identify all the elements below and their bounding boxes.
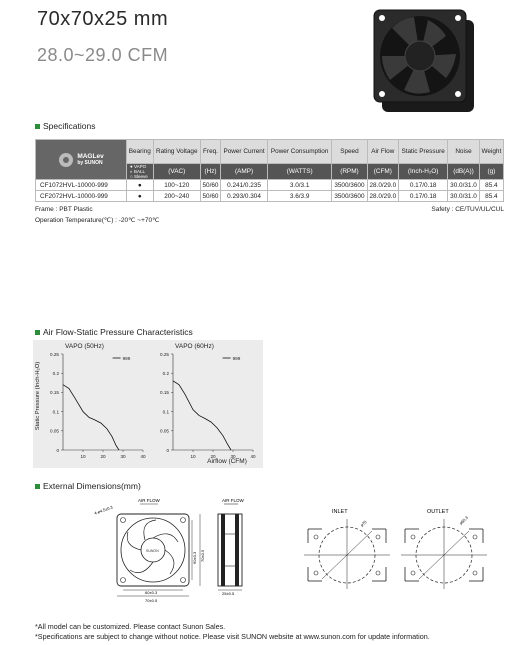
unit-freq: (Hz) bbox=[200, 164, 220, 180]
x-tick-label: 10 bbox=[80, 454, 86, 459]
dim-70: 70±0.5 bbox=[145, 598, 158, 603]
front-view-drawing bbox=[93, 494, 265, 606]
y-tick-label: 0.05 bbox=[160, 428, 169, 434]
cell-airflow: 28.0/29.0 bbox=[367, 191, 398, 202]
unit-speed: (RPM) bbox=[332, 164, 367, 180]
safety-certifications: Safety : CE/TUV/UL/CUL bbox=[431, 206, 504, 213]
x-tick-label: 20 bbox=[100, 454, 106, 459]
y-tick-label: 0.2 bbox=[162, 371, 169, 376]
frame-material: Frame : PBT Plastic bbox=[35, 206, 93, 213]
footer-line1: *All model can be customized. Please contact Sunon Sales. bbox=[35, 622, 226, 631]
col-speed: Speed bbox=[332, 140, 367, 164]
y-tick-label: 0.25 bbox=[160, 351, 169, 357]
outlet-mounting-drawing bbox=[395, 505, 490, 590]
x-tick-label: 10 bbox=[190, 454, 196, 459]
inlet-label: INLET bbox=[332, 509, 348, 515]
col-voltage: Rating Voltage bbox=[153, 140, 200, 164]
col-freq: Freq. bbox=[200, 140, 220, 164]
col-power: Power Consumption bbox=[268, 140, 332, 164]
y-tick-label: 0.15 bbox=[50, 390, 59, 396]
inlet-diameter: ø75 bbox=[359, 519, 368, 528]
y-tick-label: 0 bbox=[56, 447, 59, 453]
cell-current: 0.293/0.304 bbox=[221, 191, 268, 202]
maglev-logo-icon bbox=[58, 152, 74, 168]
cell-current: 0.241/0.235 bbox=[221, 180, 268, 191]
footer-note bbox=[35, 622, 430, 642]
col-bearing: Bearing bbox=[127, 140, 154, 164]
cell-pressure: 0.17/0.18 bbox=[399, 191, 448, 202]
cell-bearing: ● bbox=[127, 180, 154, 191]
cell-speed: 3500/3600 bbox=[332, 180, 367, 191]
cell-bearing: ● bbox=[127, 191, 154, 202]
dim-v60: 60±0.3 bbox=[192, 551, 197, 564]
section-marker-icon bbox=[35, 484, 40, 489]
spec-table bbox=[35, 139, 504, 202]
col-airflow: Air Flow bbox=[367, 140, 398, 164]
fan-product-image bbox=[368, 6, 484, 116]
svg-text:SUNON: SUNON bbox=[146, 549, 159, 553]
section-marker-icon bbox=[35, 330, 40, 335]
dim-60: 60±0.3 bbox=[145, 590, 158, 595]
legend-label: 999 bbox=[232, 355, 241, 361]
y-axis-label: Static Pressure (Inch-H₂O) bbox=[35, 361, 41, 431]
footer-line2: *Specifications are subject to change without notice. Please visit SUNON website at www.sunon.com for update information. bbox=[35, 632, 430, 641]
cell-power: 3.6/3.9 bbox=[268, 191, 332, 202]
legend-label: 999 bbox=[122, 355, 131, 361]
unit-power: (WATTS) bbox=[268, 164, 332, 180]
y-tick-label: 0.25 bbox=[50, 351, 59, 357]
inlet-mounting-drawing bbox=[300, 505, 390, 590]
bearing-legend: ● VAPO ◐ BALL ○ Sleeve bbox=[127, 164, 154, 180]
unit-pressure: (Inch-H₂O) bbox=[399, 164, 448, 180]
operation-temperature: Operation Temperature(℃) : -20℃ ~+70℃ bbox=[35, 217, 160, 224]
cell-model: CF2072HVL-10000-999 bbox=[36, 191, 127, 202]
logo-line1: MAGLev bbox=[77, 152, 104, 160]
cell-freq: 50/60 bbox=[200, 191, 220, 202]
cell-weight: 85.4 bbox=[479, 180, 503, 191]
x-tick-label: 30 bbox=[120, 454, 126, 459]
unit-airflow: (CFM) bbox=[367, 164, 398, 180]
y-tick-label: 0.1 bbox=[52, 409, 59, 415]
unit-current: (AMP) bbox=[221, 164, 268, 180]
y-tick-label: 0.05 bbox=[50, 428, 59, 434]
dim-v70: 70±0.5 bbox=[200, 549, 205, 562]
outlet-diameter: ø65.3 bbox=[458, 514, 469, 526]
side-air-flow-label: AIR FLOW bbox=[222, 498, 244, 503]
cell-airflow: 28.0/29.0 bbox=[367, 180, 398, 191]
cell-power: 3.0/3.1 bbox=[268, 180, 332, 191]
cell-speed: 3500/3600 bbox=[332, 191, 367, 202]
col-current: Power Current bbox=[221, 140, 268, 164]
x-tick-label: 20 bbox=[210, 454, 216, 459]
x-tick-label: 40 bbox=[140, 454, 146, 459]
cell-pressure: 0.17/0.18 bbox=[399, 180, 448, 191]
mount-hole-label: 4-ø4.5±0.3 bbox=[93, 504, 114, 516]
cell-voltage: 100~120 bbox=[153, 180, 200, 191]
dim-side: 25±0.5 bbox=[222, 591, 235, 596]
page-subtitle: 28.0~29.0 CFM bbox=[37, 45, 169, 65]
col-pressure: Static Pressure bbox=[399, 140, 448, 164]
unit-weight: (g) bbox=[479, 164, 503, 180]
cell-noise: 30.0/31.0 bbox=[448, 180, 479, 191]
cell-noise: 30.0/31.0 bbox=[448, 191, 479, 202]
section-marker-icon bbox=[35, 124, 40, 129]
unit-voltage: (VAC) bbox=[153, 164, 200, 180]
cell-model: CF1072HVL-10000-999 bbox=[36, 180, 127, 191]
outlet-label: OUTLET bbox=[427, 509, 449, 515]
logo-line2: by SUNON bbox=[77, 159, 103, 166]
air-flow-label: AIR FLOW bbox=[138, 498, 160, 503]
airflow-heading: Air Flow-Static Pressure Characteristics bbox=[35, 327, 193, 337]
specifications-heading: Specifications bbox=[35, 121, 95, 131]
cell-weight: 85.4 bbox=[479, 191, 503, 202]
dimensions-heading: External Dimensions(mm) bbox=[35, 481, 141, 491]
table-row bbox=[36, 180, 504, 191]
col-noise: Noise bbox=[448, 140, 479, 164]
chart-title: VAPO (60Hz) bbox=[175, 343, 214, 350]
logo-cell bbox=[36, 140, 127, 180]
cell-freq: 50/60 bbox=[200, 180, 220, 191]
x-axis-label: Airflow (CFM) bbox=[207, 458, 247, 465]
col-weight: Weight bbox=[479, 140, 503, 164]
x-tick-label: 40 bbox=[250, 454, 256, 459]
table-row bbox=[36, 191, 504, 202]
x-tick-label: 30 bbox=[230, 454, 236, 459]
page-title: 70x70x25 mm bbox=[37, 8, 169, 30]
y-tick-label: 0 bbox=[166, 447, 169, 453]
y-tick-label: 0.15 bbox=[160, 390, 169, 396]
unit-noise: (dB(A)) bbox=[448, 164, 479, 180]
chart-title: VAPO (50Hz) bbox=[65, 343, 104, 350]
airflow-pressure-charts bbox=[33, 340, 263, 468]
y-tick-label: 0.1 bbox=[162, 409, 169, 415]
cell-voltage: 200~240 bbox=[153, 191, 200, 202]
y-tick-label: 0.2 bbox=[52, 371, 59, 376]
